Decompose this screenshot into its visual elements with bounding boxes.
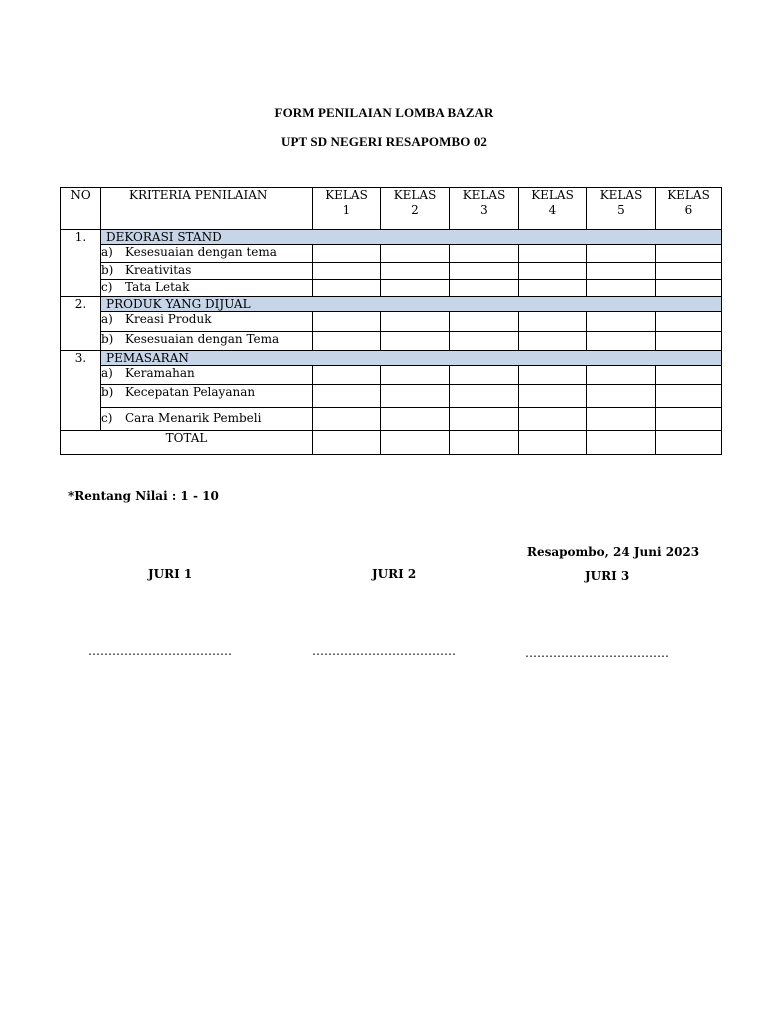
- header-kelas-3: KELAS 3: [450, 188, 519, 230]
- judge-1-signature-line: ………………………………: [88, 644, 232, 658]
- criteria-item: b) Kesesuaian dengan Tema: [101, 332, 313, 351]
- score-cell[interactable]: [313, 280, 381, 297]
- score-cell[interactable]: [450, 408, 519, 431]
- header-kelas-6: KELAS 6: [656, 188, 722, 230]
- criteria-item: a) Keramahan: [101, 366, 313, 385]
- judge-3-label: JURI 3: [585, 569, 630, 583]
- criteria-item: b) Kreativitas: [101, 263, 313, 280]
- place-date: Resapombo, 24 Juni 2023: [527, 545, 700, 559]
- header-kelas-4: KELAS 4: [519, 188, 587, 230]
- total-cell[interactable]: [313, 431, 381, 455]
- judge-3-signature-line: ………………………………: [525, 646, 669, 660]
- score-cell[interactable]: [656, 280, 722, 297]
- header-no: NO: [61, 188, 101, 230]
- table-row: [61, 408, 722, 431]
- score-cell[interactable]: [313, 245, 381, 263]
- score-cell[interactable]: [587, 332, 656, 351]
- total-cell[interactable]: [587, 431, 656, 455]
- score-cell[interactable]: [313, 332, 381, 351]
- score-cell[interactable]: [313, 385, 381, 408]
- section-number: 3.: [61, 351, 101, 431]
- table-row: [61, 280, 722, 297]
- score-cell[interactable]: [450, 332, 519, 351]
- criteria-item: a) Kreasi Produk: [101, 312, 313, 332]
- section-row: [61, 297, 722, 312]
- total-cell[interactable]: [519, 431, 587, 455]
- score-cell[interactable]: [450, 312, 519, 332]
- score-cell[interactable]: [519, 245, 587, 263]
- score-cell[interactable]: [381, 263, 450, 280]
- score-cell[interactable]: [381, 332, 450, 351]
- score-cell[interactable]: [450, 366, 519, 385]
- criteria-item: b) Kecepatan Pelayanan: [101, 385, 313, 408]
- score-cell[interactable]: [656, 408, 722, 431]
- table-row: [61, 366, 722, 385]
- score-cell[interactable]: [381, 312, 450, 332]
- score-cell[interactable]: [519, 312, 587, 332]
- score-cell[interactable]: [519, 385, 587, 408]
- section-number: 2.: [61, 297, 101, 351]
- score-cell[interactable]: [587, 366, 656, 385]
- judge-2-label: JURI 2: [372, 567, 417, 581]
- score-cell[interactable]: [587, 263, 656, 280]
- score-cell[interactable]: [313, 263, 381, 280]
- score-range-note: *Rentang Nilai : 1 - 10: [68, 489, 219, 503]
- table-header-row: [61, 188, 722, 230]
- section-title: DEKORASI STAND: [101, 230, 722, 245]
- score-cell[interactable]: [656, 366, 722, 385]
- judge-1-label: JURI 1: [148, 567, 193, 581]
- table-row: [61, 263, 722, 280]
- score-cell[interactable]: [519, 366, 587, 385]
- score-cell[interactable]: [587, 408, 656, 431]
- section-number: 1.: [61, 230, 101, 297]
- total-label: TOTAL: [61, 431, 313, 455]
- judge-2-signature-line: ………………………………: [312, 644, 456, 658]
- score-cell[interactable]: [587, 385, 656, 408]
- score-cell[interactable]: [519, 280, 587, 297]
- score-cell[interactable]: [519, 263, 587, 280]
- section-title: PEMASARAN: [101, 351, 722, 366]
- total-cell[interactable]: [381, 431, 450, 455]
- form-title: FORM PENILAIAN LOMBA BAZAR: [274, 105, 494, 120]
- table-row: [61, 245, 722, 263]
- section-row: [61, 351, 722, 366]
- criteria-item: a) Kesesuaian dengan tema: [101, 245, 313, 263]
- score-cell[interactable]: [313, 366, 381, 385]
- score-cell[interactable]: [313, 408, 381, 431]
- score-cell[interactable]: [519, 408, 587, 431]
- score-cell[interactable]: [313, 312, 381, 332]
- score-cell[interactable]: [587, 245, 656, 263]
- score-cell[interactable]: [381, 245, 450, 263]
- score-cell[interactable]: [450, 385, 519, 408]
- section-title: PRODUK YANG DIJUAL: [101, 297, 722, 312]
- score-cell[interactable]: [656, 385, 722, 408]
- header-kelas-5: KELAS 5: [587, 188, 656, 230]
- table-row: [61, 312, 722, 332]
- table-row: [61, 332, 722, 351]
- score-cell[interactable]: [381, 385, 450, 408]
- section-row: [61, 230, 722, 245]
- header-kelas-1: KELAS 1: [313, 188, 381, 230]
- score-cell[interactable]: [656, 332, 722, 351]
- header-criteria: KRITERIA PENILAIAN: [101, 188, 313, 230]
- criteria-item: c) Cara Menarik Pembeli: [101, 408, 313, 431]
- criteria-item: c) Tata Letak: [101, 280, 313, 297]
- score-cell[interactable]: [656, 312, 722, 332]
- score-cell[interactable]: [450, 263, 519, 280]
- score-cell[interactable]: [587, 280, 656, 297]
- total-cell[interactable]: [656, 431, 722, 455]
- score-cell[interactable]: [656, 263, 722, 280]
- header-kelas-2: KELAS 2: [381, 188, 450, 230]
- assessment-table: [60, 187, 722, 455]
- table-row: [61, 385, 722, 408]
- total-cell[interactable]: [450, 431, 519, 455]
- score-cell[interactable]: [656, 245, 722, 263]
- score-cell[interactable]: [587, 312, 656, 332]
- score-cell[interactable]: [381, 408, 450, 431]
- score-cell[interactable]: [381, 366, 450, 385]
- school-name: UPT SD NEGERI RESAPOMBO 02: [280, 134, 488, 149]
- score-cell[interactable]: [450, 280, 519, 297]
- score-cell[interactable]: [450, 245, 519, 263]
- total-row: [61, 431, 722, 455]
- score-cell[interactable]: [519, 332, 587, 351]
- score-cell[interactable]: [381, 280, 450, 297]
